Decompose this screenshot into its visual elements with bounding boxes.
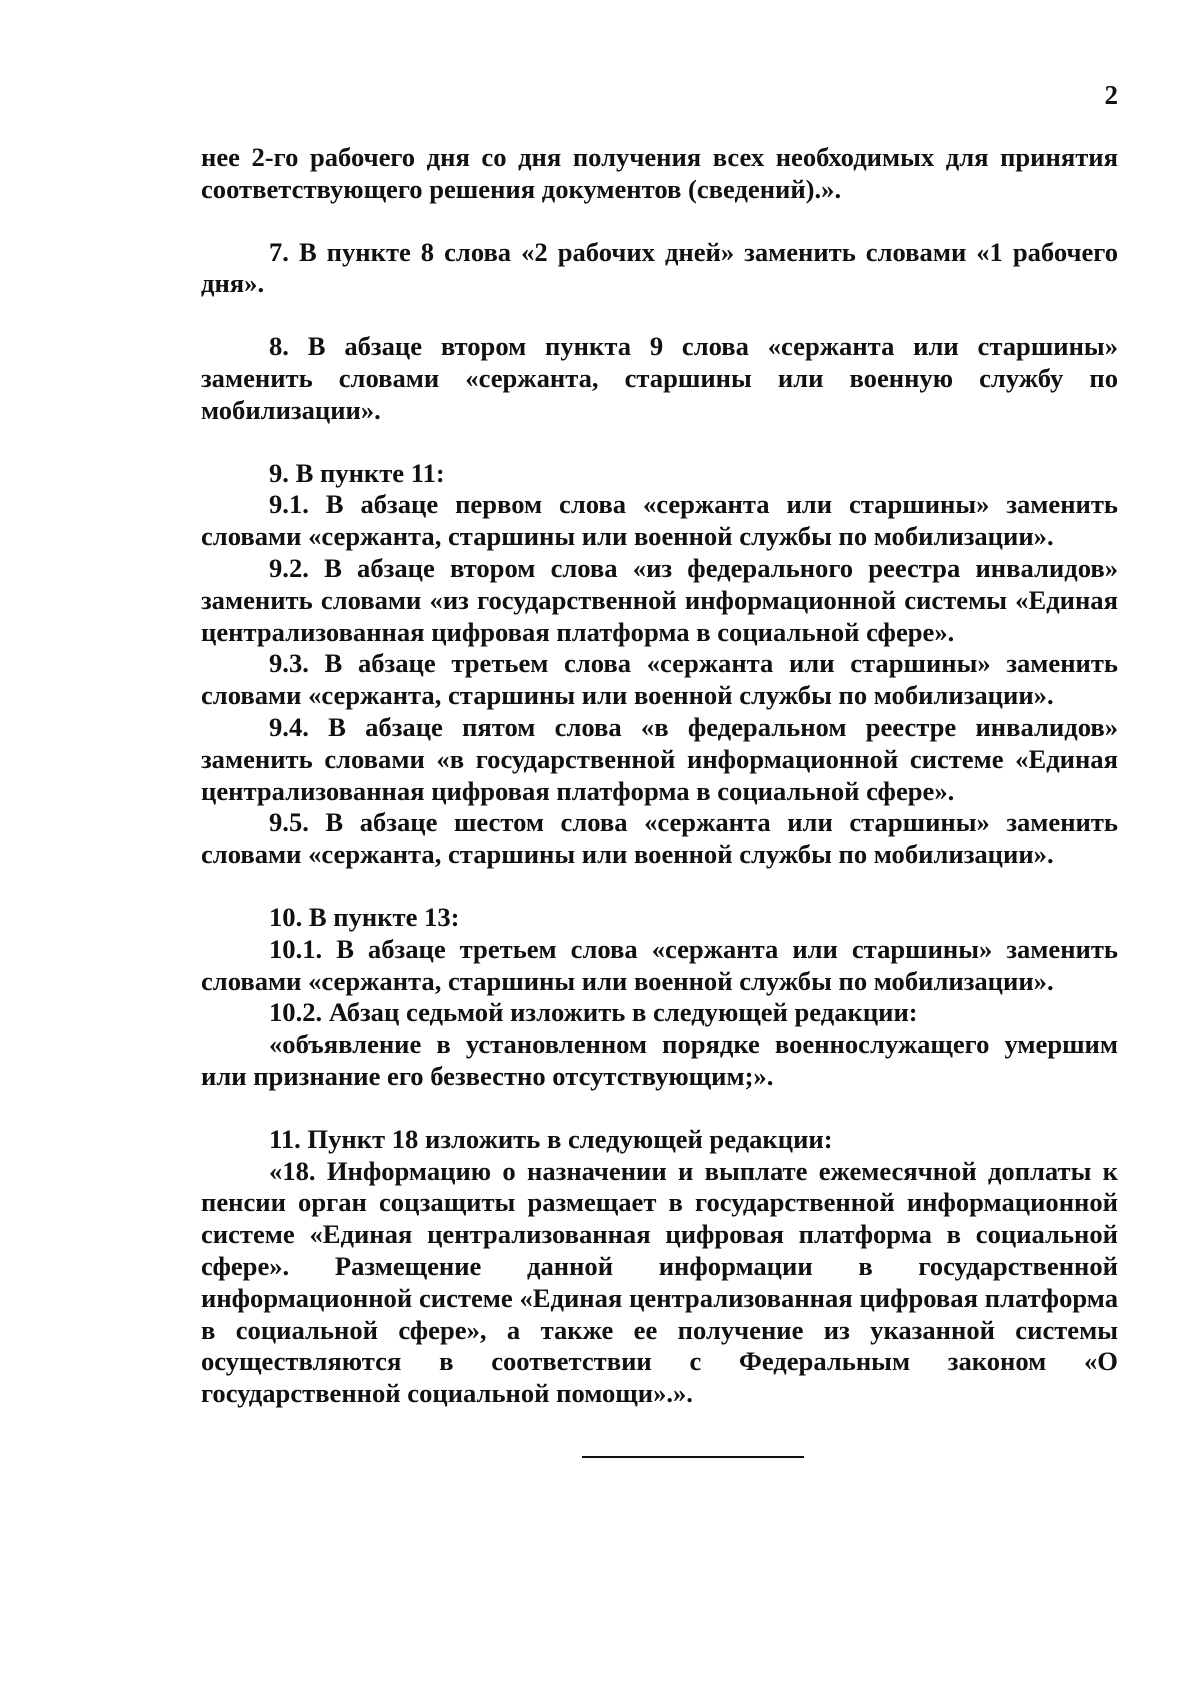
paragraph-item-9-2: 9.2. В абзаце втором слова «из федерального реестра инвалидов» заменить словами «из государственной информационной системы «Единая централизованная цифровая платформа в социальной сфере». bbox=[201, 552, 1118, 647]
paragraph-item-10: 10. В пункте 13: bbox=[269, 901, 460, 932]
paragraph-item-9-1: 9.1. В абзаце первом слова «сержанта или старшины» заменить словами «сержанта, старшины или военной службы по мобилизации». bbox=[201, 489, 1118, 552]
paragraph-item-10-2: 10.2. Абзац седьмой изложить в следующей редакции: bbox=[269, 997, 918, 1028]
document-body bbox=[201, 142, 1118, 1410]
paragraph-item-7: 7. В пункте 8 слова «2 рабочих дней» заменить словами «1 рабочего дня». bbox=[201, 236, 1118, 299]
paragraph-item-11-text: «18. Информацию о назначении и выплате ежемесячной доплаты к пенсии орган соцзащиты размещает в государственной информационной системе «Единая централизованная цифровая платформа в социальной сфере». Размещение данной информации в государственной информационной системе «Единая централизованная цифровая платформа в социальной сфере», а также ее получение из указанной системы осуществляются в соответствии с Федеральным законом «О государственной социальной помощи».». bbox=[201, 1155, 1118, 1409]
paragraph-item-10-2-text: «объявление в установленном порядке военнослужащего умершим или признание его безвестно отсутствующим;». bbox=[201, 1029, 1118, 1091]
paragraph-item-9: 9. В пункте 11: bbox=[269, 457, 445, 488]
paragraph-item-9-4: 9.4. В абзаце пятом слова «в федеральном реестре инвалидов» заменить словами «в государственной информационной системе «Единая централизованная цифровая платформа в социальной сфере». bbox=[201, 711, 1118, 806]
paragraph-continuation: нее 2-го рабочего дня со дня получения всех необходимых для принятия соответствующего решения документов (сведений).». bbox=[201, 142, 1118, 204]
page-number: 2 bbox=[1104, 80, 1118, 110]
paragraph-item-9-3: 9.3. В абзаце третьем слова «сержанта или старшины» заменить словами «сержанта, старшины или военной службы по мобилизации». bbox=[201, 648, 1118, 711]
closing-divider bbox=[582, 1456, 804, 1458]
paragraph-item-10-1: 10.1. В абзаце третьем слова «сержанта или старшины» заменить словами «сержанта, старшины или военной службы по мобилизации». bbox=[201, 933, 1118, 996]
paragraph-item-8: 8. В абзаце втором пункта 9 слова «сержанта или старшины» заменить словами «сержанта, старшины или военную службу по мобилизации». bbox=[201, 331, 1118, 425]
paragraph-item-11: 11. Пункт 18 изложить в следующей редакции: bbox=[269, 1123, 833, 1154]
paragraph-item-9-5: 9.5. В абзаце шестом слова «сержанта или старшины» заменить словами «сержанта, старшины или военной службы по мобилизации». bbox=[201, 807, 1118, 870]
